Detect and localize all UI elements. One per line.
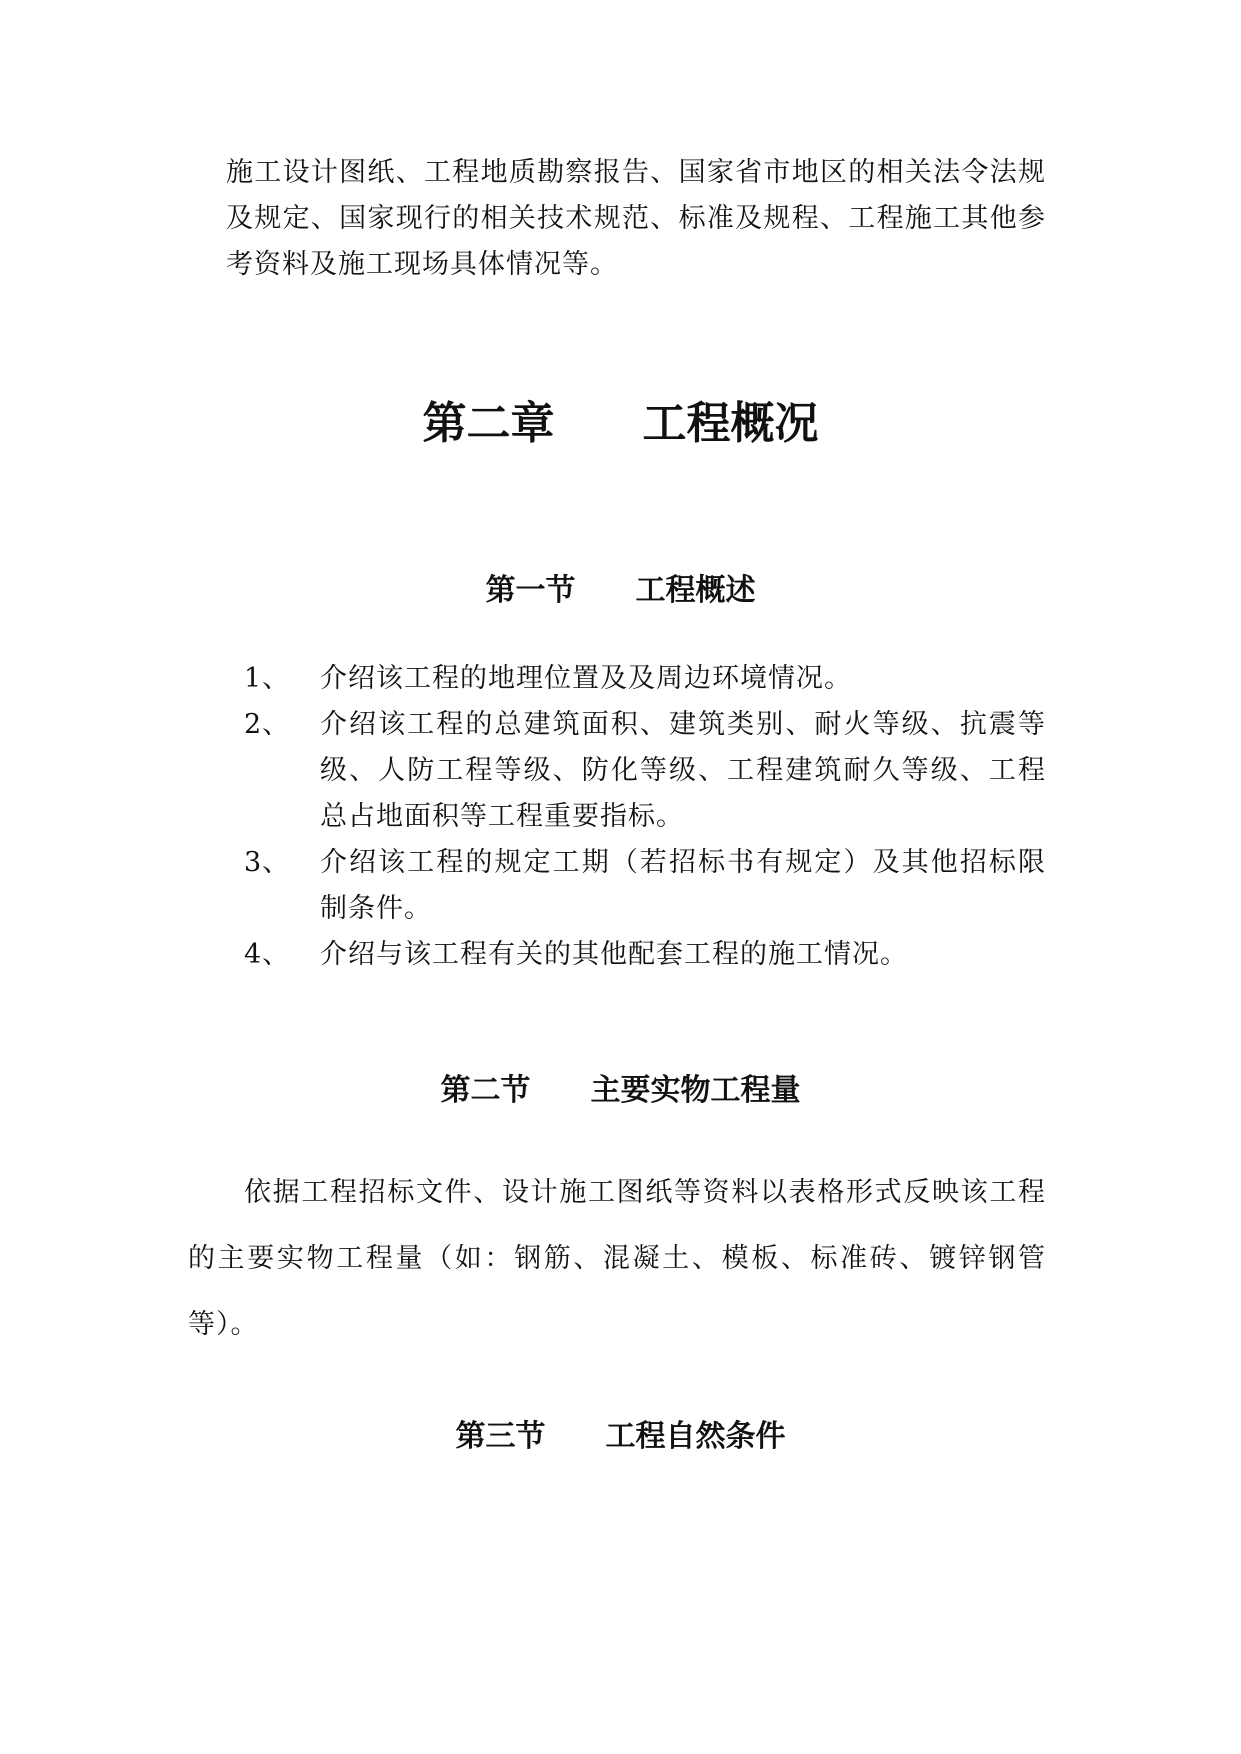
list-item-text: 介绍该工程的规定工期（若招标书有规定）及其他招标限制条件。 <box>320 847 1046 924</box>
list-item-number: 4、 <box>244 939 291 970</box>
list-item <box>244 932 1046 978</box>
list-item <box>244 840 1046 932</box>
list-item <box>244 656 1046 702</box>
list-item-number: 2、 <box>244 709 291 740</box>
section-2-title: 第二节 主要实物工程量 <box>440 1073 801 1108</box>
overview-list <box>244 656 1046 978</box>
section-3-title: 第三节 工程自然条件 <box>455 1419 786 1454</box>
list-item-number: 1、 <box>244 663 291 694</box>
section-1-title: 第一节 工程概述 <box>485 573 756 608</box>
intro-paragraph: 施工设计图纸、工程地质勘察报告、国家省市地区的相关法令法规及规定、国家现行的相关技术规范、标准及规程、工程施工其他参考资料及施工现场具体情况等。 <box>226 157 1046 280</box>
list-item-text: 介绍该工程的地理位置及及周边环境情况。 <box>320 663 852 694</box>
list-item-text: 介绍与该工程有关的其他配套工程的施工情况。 <box>320 939 908 970</box>
list-item <box>244 702 1046 840</box>
chapter-title: 第二章 工程概况 <box>422 398 819 449</box>
list-item-text: 介绍该工程的总建筑面积、建筑类别、耐火等级、抗震等级、人防工程等级、防化等级、工程建筑耐久等级、工程总占地面积等工程重要指标。 <box>320 709 1046 832</box>
quantities-paragraph: 依据工程招标文件、设计施工图纸等资料以表格形式反映该工程的主要实物工程量（如：钢筋、混凝土、模板、标准砖、镀锌钢管等）。 <box>188 1177 1046 1340</box>
list-item-number: 3、 <box>244 847 291 878</box>
